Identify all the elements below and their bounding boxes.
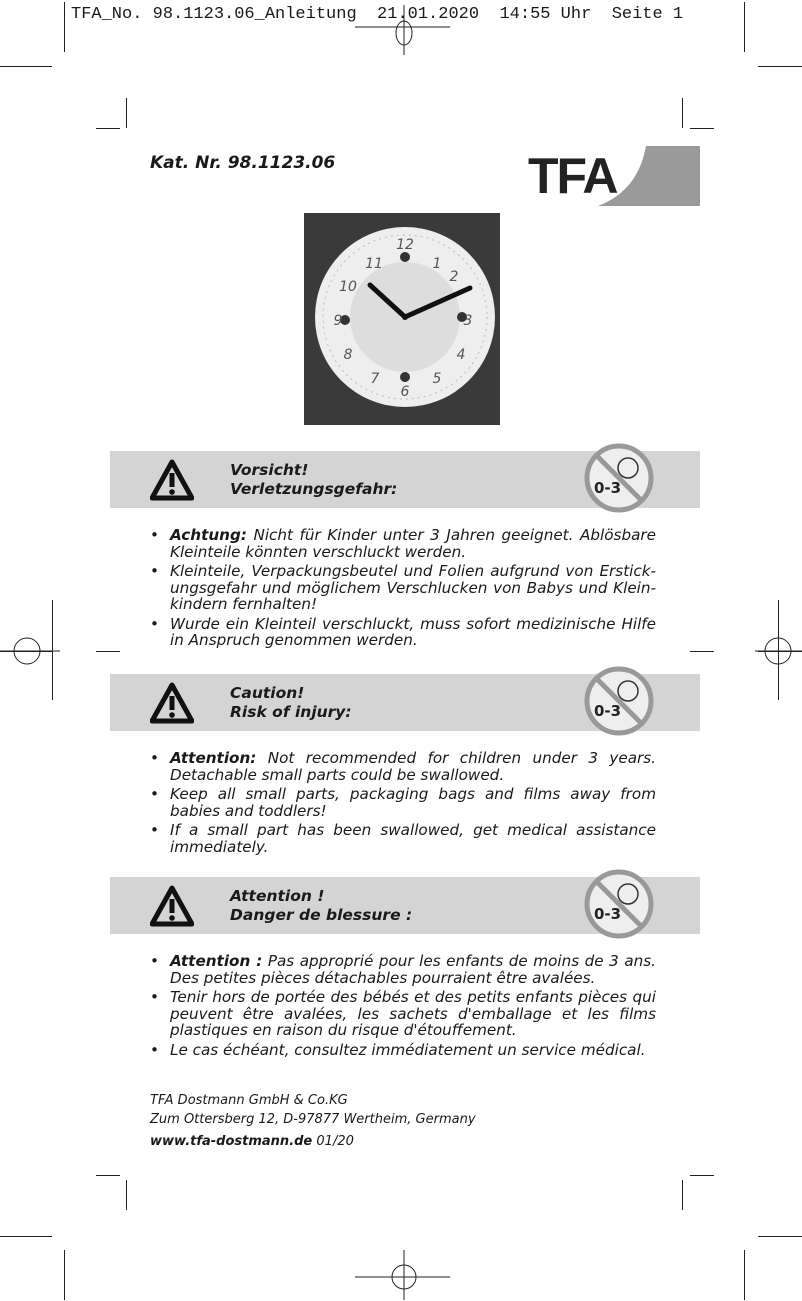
website-link[interactable]: www.tfa-dostmann.de: [150, 1134, 313, 1149]
item-lead: Achtung:: [170, 526, 247, 544]
item-text: Keep all small parts, packaging bags and films away from babies and toddlers!: [170, 785, 656, 820]
item-text: Le cas échéant, consultez immédiatement un service médical.: [170, 1040, 646, 1059]
svg-text:4: 4: [456, 347, 466, 363]
warning-title: Attention !: [230, 887, 325, 905]
warning-item: [150, 527, 656, 560]
warning-item: [150, 953, 656, 986]
not-for-under-3-icon: [582, 441, 656, 515]
item-text: Nicht für Kinder unter 3 Jahren geeignet. Ablösbare Kleinteile könnten verschluckt werden.: [170, 526, 656, 561]
warning-item: [150, 989, 656, 1039]
warning-item: [150, 563, 656, 613]
footer-web-line: [150, 1134, 354, 1149]
svg-text:3: 3: [463, 313, 473, 329]
svg-text:1: 1: [432, 256, 442, 272]
warning-subtitle: Risk of injury:: [230, 703, 352, 721]
warning-list: [150, 953, 656, 1061]
svg-text:11: 11: [365, 256, 383, 272]
not-for-under-3-icon: [582, 867, 656, 941]
item-text: Wurde ein Kleinteil verschluckt, muss sofort medizinische Hilfe in Anspruch genommen werden.: [170, 614, 656, 649]
warning-triangle-icon: [150, 682, 194, 724]
warning-item: [150, 822, 656, 855]
warning-list: [150, 750, 656, 858]
svg-text:5: 5: [432, 371, 442, 387]
warning-triangle-icon: [150, 885, 194, 927]
item-text: If a small part has been swallowed, get medical assistance immediately.: [170, 821, 656, 856]
warning-title: Caution!: [230, 684, 305, 702]
warning-triangle-icon: [150, 459, 194, 501]
catalog-number: Kat. Nr. 98.1123.06: [150, 153, 336, 173]
warning-item: [150, 750, 656, 783]
warning-subtitle: Verletzungsgefahr:: [230, 480, 398, 498]
svg-text:2: 2: [449, 269, 459, 285]
svg-text:6: 6: [400, 384, 410, 400]
item-lead: Attention:: [170, 749, 257, 767]
registration-mark-icon: [350, 5, 460, 55]
age-label: 0-3: [594, 479, 622, 497]
item-text: Not recommended for children under 3 years. Detachable small parts could be swallowed.: [170, 749, 656, 784]
item-text: Kleinteile, Verpackungsbeutel und Folien aufgrund von Erstickungsgefahr und möglichem Verschlucken von Babys und Kleinkindern fernhalten!: [170, 562, 656, 613]
warning-subtitle: Danger de blessure :: [230, 906, 413, 924]
svg-text:8: 8: [343, 347, 353, 363]
warning-banner: [110, 877, 700, 934]
clock-image: [304, 213, 500, 425]
registration-mark-icon: [755, 625, 802, 680]
age-label: 0-3: [594, 905, 622, 923]
svg-text:7: 7: [370, 371, 380, 387]
warning-item: [150, 1042, 656, 1059]
warning-banner: [110, 674, 700, 731]
svg-text:9: 9: [333, 313, 343, 329]
age-label: 0-3: [594, 702, 622, 720]
print-code: 01/20: [312, 1134, 354, 1149]
company-address: Zum Ottersberg 12, D-97877 Wertheim, Germany: [150, 1112, 476, 1127]
svg-text:10: 10: [339, 279, 357, 295]
tfa-logo: TFA: [528, 146, 700, 206]
warning-item: [150, 786, 656, 819]
warning-list: [150, 527, 656, 652]
registration-mark-icon: [350, 1250, 460, 1300]
svg-text:12: 12: [396, 237, 414, 253]
print-header: TFA_No. 98.1123.06_Anleitung 21.01.2020 14:55 Uhr Seite 1: [71, 5, 684, 24]
company-name: TFA Dostmann GmbH & Co.KG: [150, 1093, 348, 1108]
item-lead: Attention :: [170, 952, 263, 970]
item-text: Pas approprié pour les enfants de moins de 3 ans. Des petites pièces détachables pourraient être avalées.: [170, 952, 656, 987]
warning-banner: [110, 451, 700, 508]
item-text: Tenir hors de portée des bébés et des petits enfants pièces qui peuvent être avalées, les sachets d'emballage et les films plastiques en raison du risque d'étouffement.: [170, 988, 656, 1039]
warning-title: Vorsicht!: [230, 461, 309, 479]
registration-mark-icon: [0, 625, 60, 680]
warning-item: [150, 616, 656, 649]
not-for-under-3-icon: [582, 664, 656, 738]
